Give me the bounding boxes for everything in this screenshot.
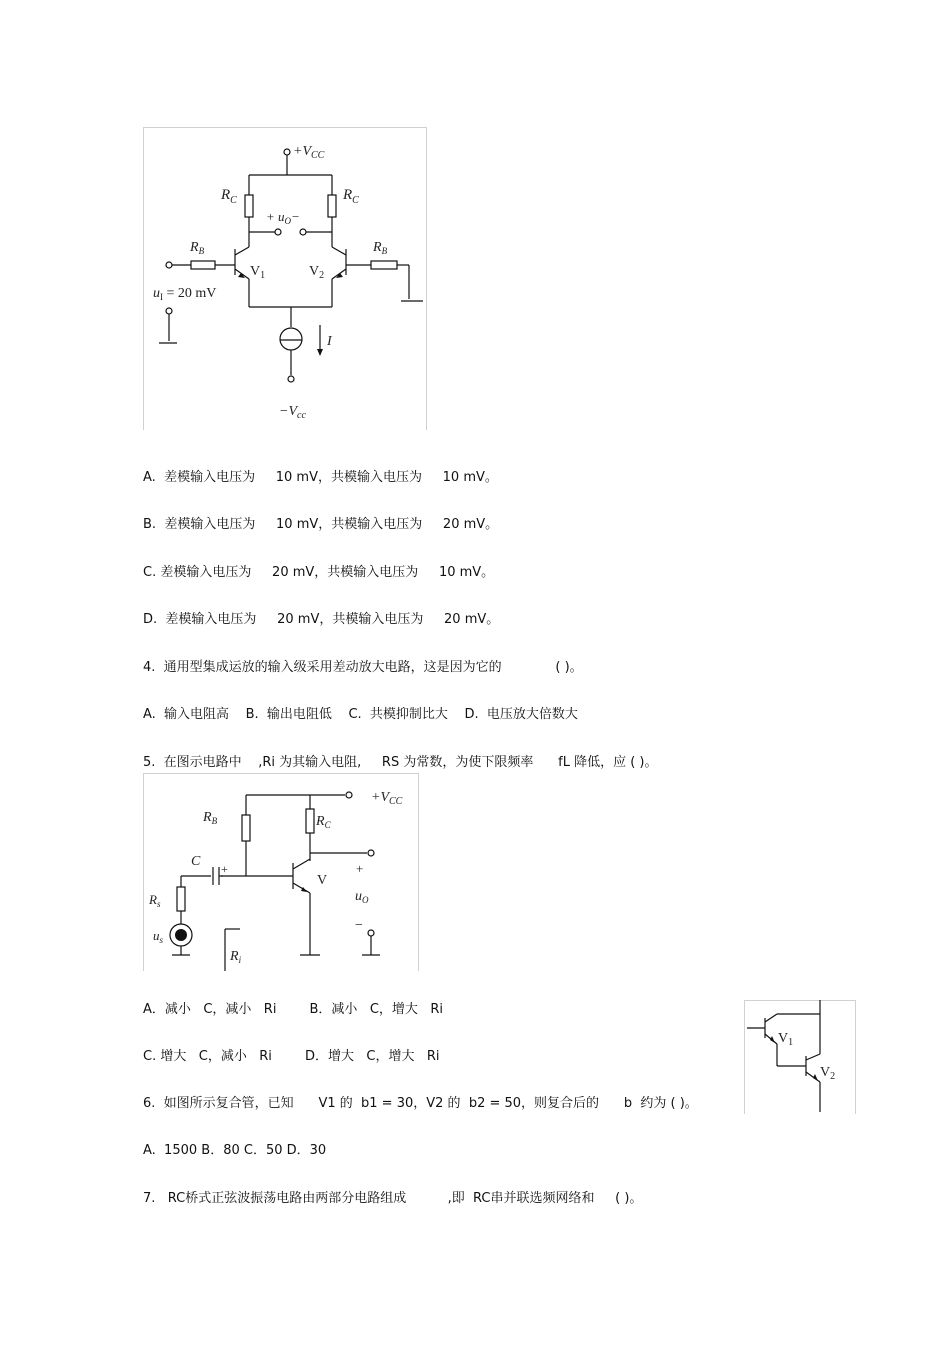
q6-stem: 6. 如图所示复合管，已知 V1 的 b1 = 30，V2 的 b2 = 50，则复合后的 b 约为 ( )。 bbox=[143, 1096, 698, 1111]
svg-text:+ uO−: + $u_O-$ bbox=[266, 209, 300, 226]
uo-label: + u bbox=[266, 209, 285, 224]
uo-label-2: u bbox=[355, 889, 362, 904]
rc-label-2: R bbox=[316, 814, 325, 829]
v1-label: V bbox=[250, 264, 261, 279]
q3-option-d: D. 差模输入电压为 20 mV，共模输入电压为 20 mV。 bbox=[143, 612, 500, 627]
darlington-pair-figure bbox=[744, 1000, 856, 1114]
svg-text:V2: $V_2$ bbox=[309, 264, 325, 281]
output-minus: − bbox=[355, 918, 363, 933]
svg-text:RB: $R_B$ bbox=[190, 240, 205, 256]
svg-text:uO: $u_O$ bbox=[355, 889, 369, 905]
ui-label: u bbox=[153, 286, 160, 301]
ri-label: R bbox=[230, 949, 239, 964]
capacitor-plus: + bbox=[221, 862, 228, 876]
vcc-label: +V bbox=[293, 144, 311, 159]
vcc-label-2: +V bbox=[371, 790, 389, 805]
darlington-v2-label: V bbox=[820, 1065, 831, 1080]
transistor-label: V bbox=[317, 873, 328, 888]
q3-option-c: C. 差模输入电压为 20 mV，共模输入电压为 10 mV。 bbox=[143, 565, 495, 580]
q3-option-b: B. 差模输入电压为 10 mV，共模输入电压为 20 mV。 bbox=[143, 517, 499, 532]
darlington-v1-label: V bbox=[778, 1031, 789, 1046]
svg-text:RC: $R_C$ bbox=[343, 187, 359, 206]
svg-text:uI = 20 mV: $u_I = 20$ mV bbox=[153, 286, 217, 302]
svg-text:RB: $R_B$ bbox=[373, 240, 388, 256]
capacitor-label: C bbox=[191, 854, 201, 869]
svg-text:Rs: $R_s$ bbox=[149, 892, 161, 909]
current-label: I bbox=[327, 334, 332, 349]
vcc-neg-label: −V bbox=[279, 404, 297, 419]
q5-options-cd: C. 增大 C，减小 Ri D．增大 C，增大 Ri bbox=[143, 1049, 440, 1064]
svg-text:RB: $R_B$ bbox=[203, 810, 218, 826]
svg-text:RC: $R_C$ bbox=[316, 814, 331, 830]
v2-label: V bbox=[309, 264, 320, 279]
rc-right-label: R bbox=[343, 187, 353, 203]
q5-stem: 5. 在图示电路中 ,Ri 为其输入电阻, RS 为常数，为使下限频率 fL 降低，应 ( )。 bbox=[143, 755, 658, 770]
svg-text:−Vcc: $-V_{cc}$ bbox=[279, 404, 306, 421]
svg-text:V2: $V_2$ bbox=[820, 1065, 836, 1082]
svg-text:RC: $R_C$ bbox=[221, 187, 237, 206]
q4-stem: 4. 通用型集成运放的输入级采用差动放大电路，这是因为它的 ( )。 bbox=[143, 660, 583, 675]
q5-options-ab: A．减小 C，减小 Ri B．减小 C，增大 Ri bbox=[143, 1002, 443, 1017]
common-emitter-amplifier-figure bbox=[143, 773, 419, 971]
output-plus: + bbox=[356, 861, 364, 876]
svg-text:+VCC: $+V_{CC}$ bbox=[371, 790, 403, 807]
rb-left-label: R bbox=[190, 240, 199, 255]
svg-text:Ri: $R_i$ bbox=[230, 949, 242, 965]
q3-option-a: A. 差模输入电压为 10 mV，共模输入电压为 10 mV。 bbox=[143, 470, 498, 485]
q4-options: A. 输入电阻高 B. 输出电阻低 C. 共模抑制比大 D. 电压放大倍数大 bbox=[143, 707, 578, 722]
rs-label: R bbox=[149, 892, 157, 907]
q6-options: A. 1500 B．80 C．50 D．30 bbox=[143, 1143, 327, 1158]
differential-amplifier-figure bbox=[143, 127, 427, 430]
q7-stem: 7. RC桥式正弦波振荡电路由两部分电路组成 ,即 RC串并联选频网络和 ( )。 bbox=[143, 1191, 643, 1206]
rb-right-label: R bbox=[373, 240, 382, 255]
rc-left-label: R bbox=[221, 187, 231, 203]
svg-text:+VCC: $+V_{CC}$ bbox=[293, 144, 325, 161]
rb-label-2: R bbox=[203, 810, 212, 825]
svg-text:us: $u_s$ bbox=[153, 928, 164, 945]
us-label: u bbox=[153, 928, 160, 943]
svg-text:V1: $V_1$ bbox=[778, 1031, 794, 1048]
svg-text:V1: $V_1$ bbox=[250, 264, 266, 281]
